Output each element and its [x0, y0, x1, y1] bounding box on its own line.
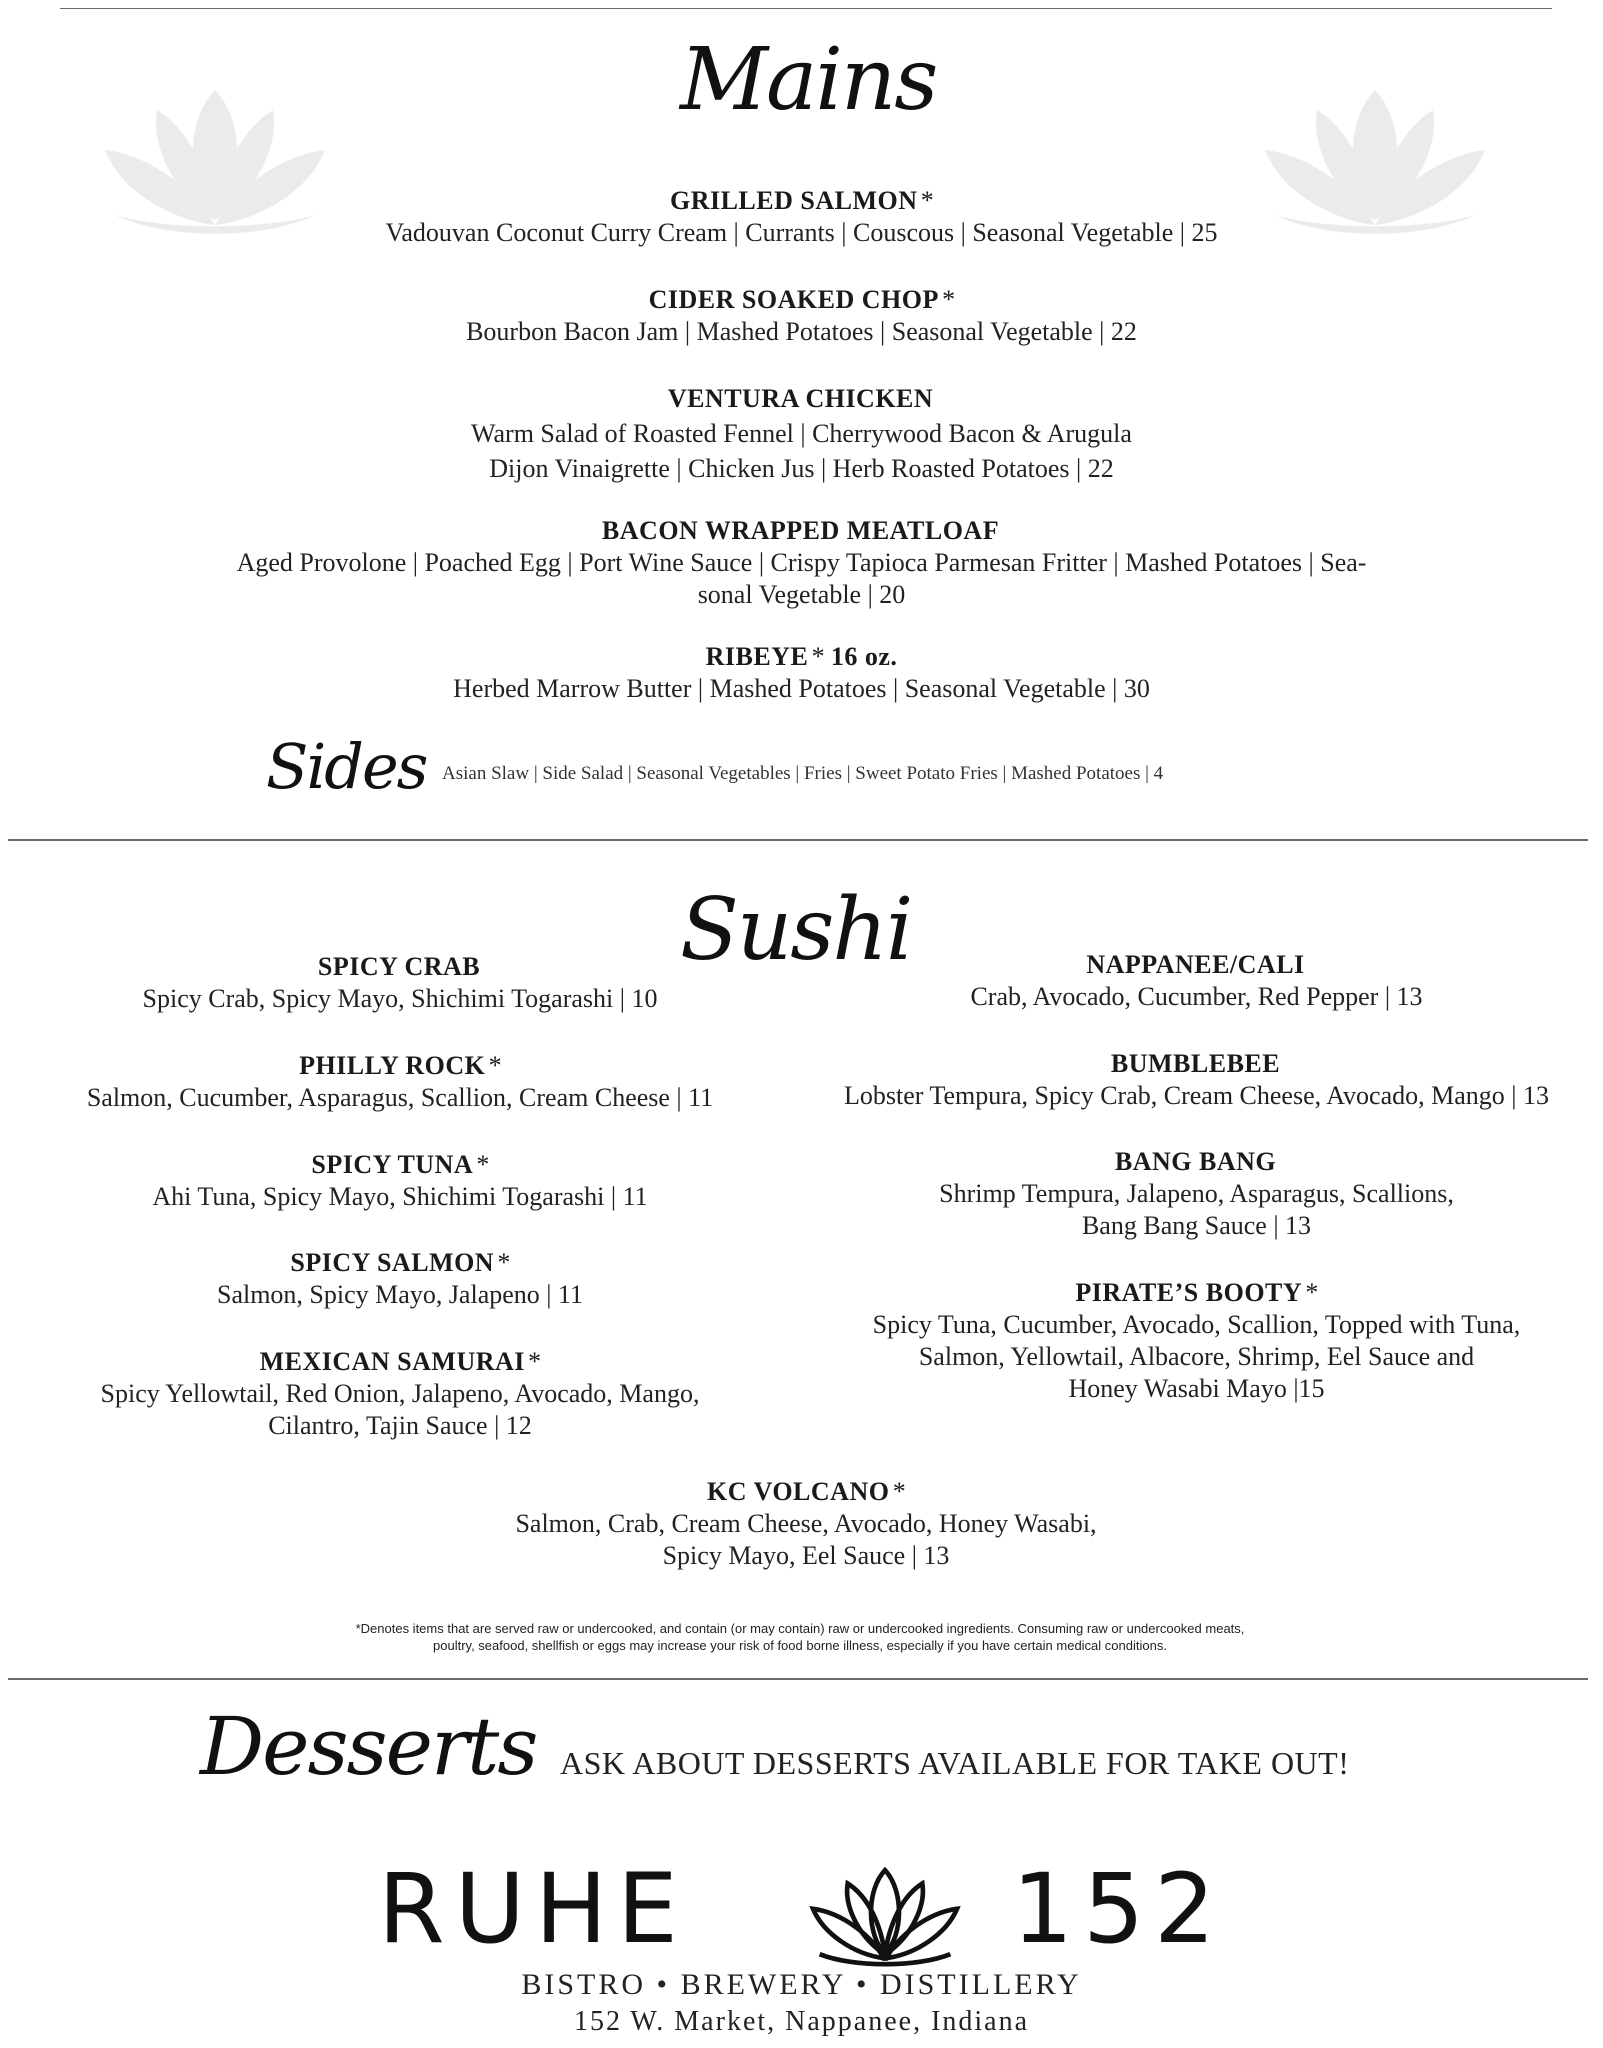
- item-desc: Shrimp Tempura, Jalapeno, Asparagus, Scallions,: [939, 1179, 1454, 1208]
- item-name: SPICY SALMON*: [290, 1248, 510, 1277]
- item-desc: Salmon, Spicy Mayo, Jalapeno | 11: [216, 1280, 584, 1309]
- item-desc: Salmon, Cucumber, Asparagus, Scallion, Cream Cheese | 11: [86, 1083, 714, 1112]
- item-desc: Spicy Crab, Spicy Mayo, Shichimi Togarashi | 10: [142, 984, 658, 1013]
- item-desc: Bang Bang Sauce | 13: [1081, 1211, 1312, 1240]
- main-item-bacon-wrapped-meatloaf: [0, 515, 1603, 611]
- main-item-ventura-chicken: [0, 383, 1603, 485]
- item-desc: Spicy Yellowtail, Red Onion, Jalapeno, Avocado, Mango,: [100, 1379, 700, 1408]
- mains-divider: [8, 839, 1588, 841]
- sushi-item-bang-bang: [800, 1146, 1593, 1242]
- item-name: NAPPANEE/CALI: [1086, 950, 1305, 979]
- item-desc: Cilantro, Tajin Sauce | 12: [268, 1411, 532, 1440]
- sushi-item-spicy-tuna: [0, 1149, 800, 1213]
- item-name: SPICY TUNA*: [311, 1150, 489, 1179]
- top-divider: [60, 8, 1552, 9]
- item-desc: Bourbon Bacon Jam | Mashed Potatoes | Seasonal Vegetable | 22: [466, 317, 1137, 346]
- desserts-note: ASK ABOUT DESSERTS AVAILABLE FOR TAKE OUT!: [560, 1745, 1350, 1781]
- mains-title: Mains: [680, 30, 937, 130]
- item-name: KC VOLCANO*: [707, 1477, 905, 1506]
- sushi-item-philly-rock: [0, 1050, 800, 1114]
- sushi-item-spicy-salmon: [0, 1247, 800, 1311]
- main-item-cider-soaked-chop: [0, 284, 1603, 348]
- disclaimer-line: poultry, seafood, shellfish or eggs may increase your risk of food borne illness, especially if you have certain medical conditions.: [433, 1638, 1167, 1653]
- item-desc: Honey Wasabi Mayo |15: [1068, 1374, 1325, 1403]
- item-desc: Salmon, Yellowtail, Albacore, Shrimp, Eel Sauce and: [918, 1342, 1475, 1371]
- item-desc: Lobster Tempura, Spicy Crab, Cream Cheese, Avocado, Mango | 13: [844, 1081, 1549, 1110]
- desserts-title: Desserts: [200, 1700, 537, 1793]
- item-name: CIDER SOAKED CHOP*: [648, 285, 955, 314]
- item-name: SPICY CRAB: [317, 952, 481, 981]
- brand-address-visible: 152 W. Market, Nappanee, Indiana: [573, 2006, 1030, 2037]
- item-name: MEXICAN SAMURAI*: [259, 1347, 541, 1376]
- sushi-divider: [8, 1678, 1588, 1680]
- sushi-item-bumblebee: [800, 1048, 1593, 1112]
- item-desc: Ahi Tuna, Spicy Mayo, Shichimi Togarashi | 11: [152, 1182, 648, 1211]
- main-item-grilled-salmon: [0, 185, 1603, 249]
- item-name: PIRATE’S BOOTY*: [1075, 1278, 1318, 1307]
- sushi-item-spicy-crab: [0, 951, 800, 1015]
- item-desc: Aged Provolone | Poached Egg | Port Wine Sauce | Crispy Tapioca Parmesan Fritter | Mashed Potatoes | Sea-: [236, 548, 1367, 577]
- item-desc: Warm Salad of Roasted Fennel | Cherrywood Bacon & Arugula: [471, 419, 1132, 448]
- sushi-item-pirates-booty: [800, 1277, 1593, 1405]
- item-name: GRILLED SALMON*: [669, 186, 934, 215]
- brand-name-right: 152: [1012, 1853, 1226, 1965]
- item-desc: Spicy Tuna, Cucumber, Avocado, Scallion, Topped with Tuna,: [872, 1310, 1521, 1339]
- brand-tagline: BISTRO • BREWERY • DISTILLERY: [521, 1968, 1082, 2001]
- raw-food-disclaimer: [240, 1620, 1360, 1654]
- disclaimer-line: *Denotes items that are served raw or undercooked, and contain (or may contain) raw or undercooked ingredients. Consuming raw or undercooked meats,: [355, 1621, 1245, 1636]
- item-desc: Salmon, Crab, Cream Cheese, Avocado, Honey Wasabi,: [515, 1509, 1097, 1538]
- item-name: BUMBLEBEE: [1110, 1049, 1281, 1078]
- item-desc: Spicy Mayo, Eel Sauce | 13: [662, 1541, 950, 1570]
- sushi-item-kc-volcano: [0, 1476, 1603, 1572]
- item-desc: sonal Vegetable | 20: [697, 580, 906, 609]
- item-name: PHILLY ROCK*: [299, 1051, 501, 1080]
- item-name: VENTURA CHICKEN: [667, 384, 934, 413]
- brand-name-left: RUHE: [378, 1853, 688, 1965]
- item-name: BANG BANG: [1114, 1147, 1277, 1176]
- sushi-title: Sushi: [680, 880, 912, 980]
- main-item-ribeye: [0, 641, 1603, 705]
- sushi-item-mexican-samurai: [0, 1346, 800, 1442]
- sides-title: Sides: [266, 730, 427, 803]
- sushi-item-nappanee-cali: [800, 949, 1593, 1013]
- item-desc: Crab, Avocado, Cucumber, Red Pepper | 13: [970, 982, 1423, 1011]
- item-name: RIBEYE* 16 oz.: [705, 642, 898, 671]
- item-desc: Dijon Vinaigrette | Chicken Jus | Herb Roasted Potatoes | 22: [489, 454, 1114, 483]
- item-name: BACON WRAPPED MEATLOAF: [601, 516, 1000, 545]
- lotus-icon: [805, 1858, 965, 1973]
- item-desc: Herbed Marrow Butter | Mashed Potatoes | Seasonal Vegetable | 30: [453, 674, 1150, 703]
- sides-list: Asian Slaw | Side Salad | Seasonal Vegetables | Fries | Sweet Potato Fries | Mashed Potatoes | 4: [442, 763, 1164, 784]
- item-desc: Vadouvan Coconut Curry Cream | Currants | Couscous | Seasonal Vegetable | 25: [385, 218, 1218, 247]
